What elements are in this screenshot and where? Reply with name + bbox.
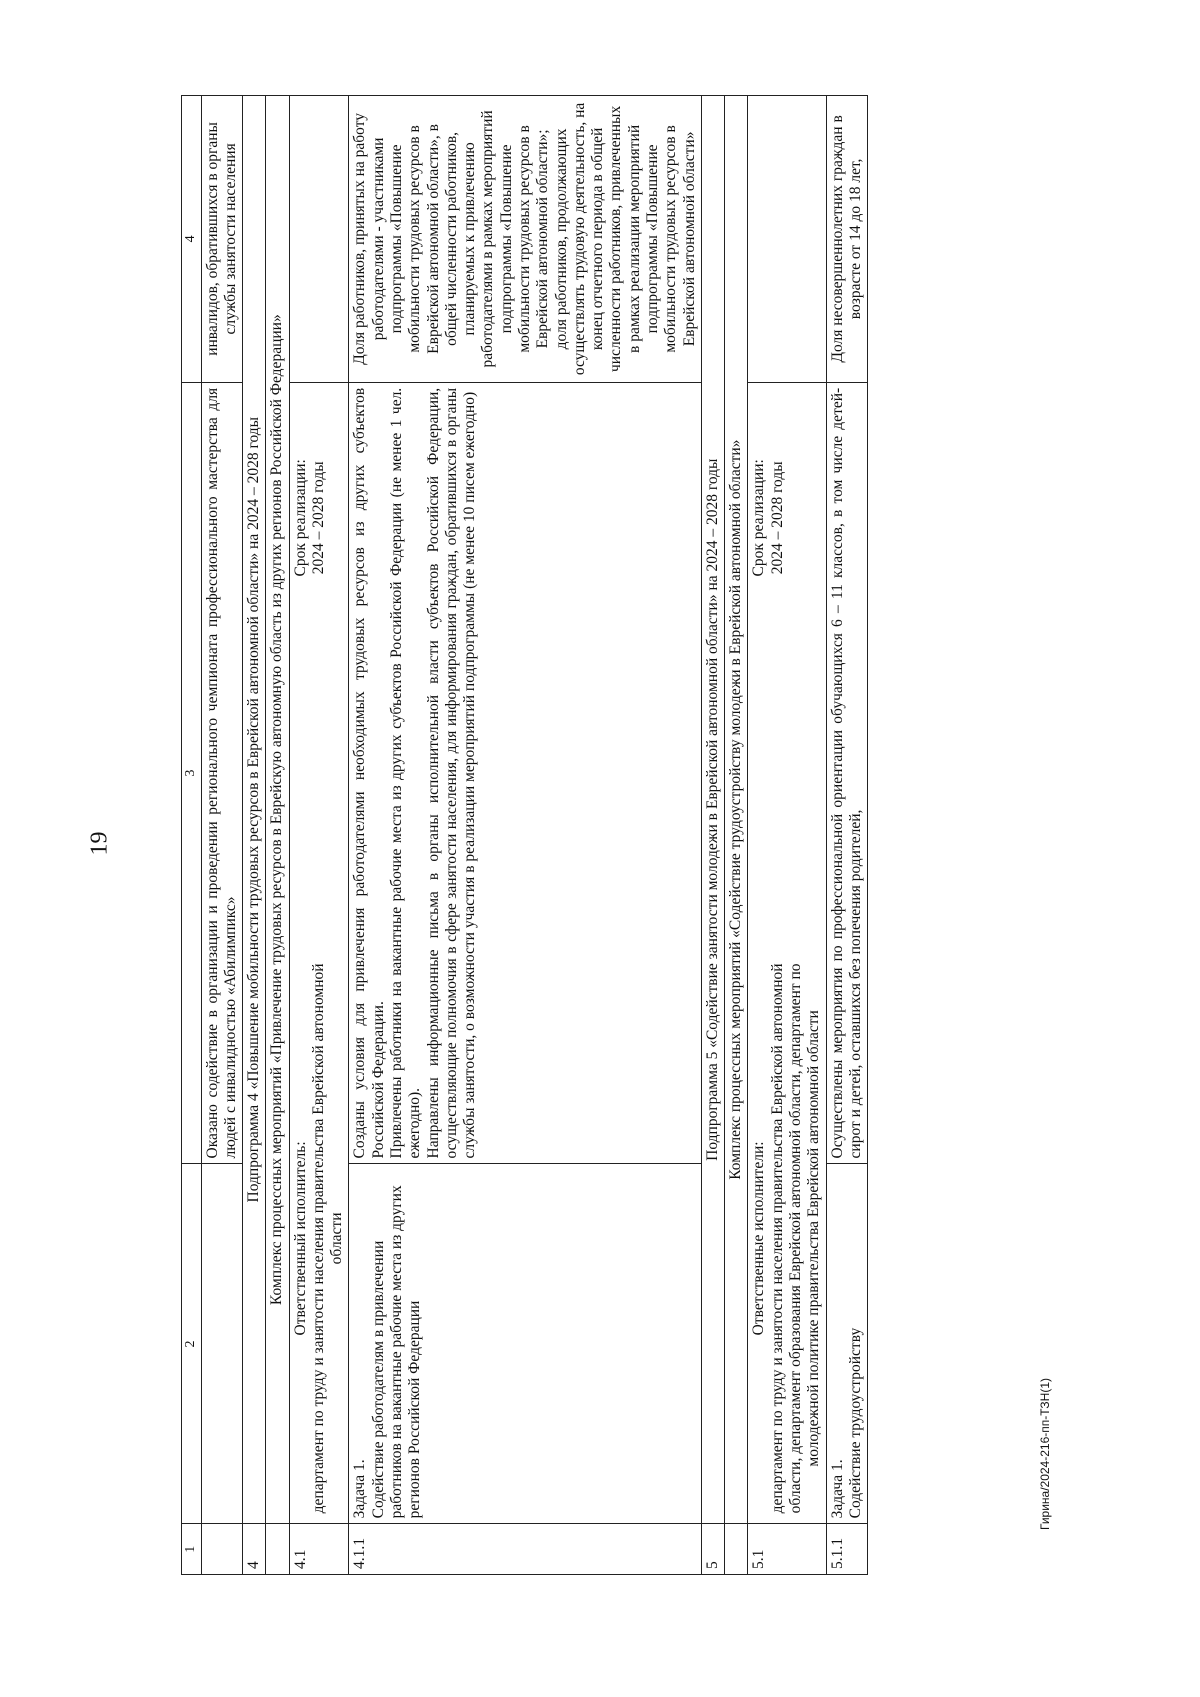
- result-item: Направлены информационные письма в органы исполнительной власти субъектов Российской Федерации, осуществляющие полномочия в сфере занятости населения, для информирования граждан, обратившихся в органы службы занятости, о возможности участия в реализации мероприятий подпрограммы (не менее 10 писем ежегодно): [424, 387, 479, 1159]
- result-item: Привлечены работники на вакантные рабочие места из других субъектов Российской Федерации (не менее 1 чел. ежегодно).: [388, 387, 424, 1159]
- row-number: 4.1: [289, 1524, 349, 1575]
- term-value: 2024 – 2028 годы: [309, 461, 327, 575]
- indicator-item: доля работников, продолжающих осуществлять трудовую деятельность, на конец отчетного периода в общей численности работников, привлеченных в рамках реализации мероприятий подпрограммы «Повышение мобильности трудовых ресурсов в Еврейской автономной области»: [552, 102, 698, 376]
- term-label: Срок реализации:: [291, 459, 309, 577]
- complex-5-row: [725, 96, 748, 1575]
- column-1-header: 1: [182, 1524, 202, 1575]
- complex-5-title: Комплекс процессных мероприятий «Содействие трудоустройству молодежи в Еврейской автономной области»: [725, 96, 748, 1524]
- task-label: Задача 1.: [351, 1459, 369, 1519]
- task-label: Задача 1.: [828, 1459, 846, 1519]
- subprogram-5-row: [701, 96, 724, 1575]
- executor-name: департамент по труду и занятости населения правительства Еврейской автономной области: [309, 963, 346, 1514]
- row-number: 5.1.1: [826, 1524, 868, 1575]
- result-item: Созданы условия для привлечения работодателями необходимых трудовых ресурсов из других субъектов Российской Федерации.: [351, 387, 387, 1159]
- complex-4-title: Комплекс процессных мероприятий «Привлечение трудовых ресурсов в Еврейскую автономную область из других регионов Российской Федерации»: [266, 96, 289, 1524]
- term-value: 2024 – 2028 годы: [768, 461, 786, 575]
- column-numbers-row: [182, 96, 202, 1575]
- page-number: 19: [86, 831, 113, 856]
- subprogram-4-title: Подпрограмма 4 «Повышение мобильности трудовых ресурсов в Еврейской автономной области» на 2024 – 2028 годы: [243, 96, 266, 1524]
- row-number: 5.1: [748, 1524, 826, 1575]
- table-row-abilympics: [201, 96, 243, 1575]
- executor-label: Ответственный исполнитель:: [291, 1141, 309, 1336]
- term-label: Срок реализации:: [750, 459, 768, 577]
- result-item: Осуществлены мероприятия по профессиональной ориентации обучающихся 6 – 11 классов, в том числе детей-сирот и детей, оставшихся без попечения родителей,: [826, 382, 868, 1164]
- table-row-5-1-1: [826, 96, 868, 1575]
- column-4-header: 4: [182, 96, 202, 383]
- subprogram-5-title: Подпрограмма 5 «Содействие занятости молодежи в Еврейской автономной области» на 2024 – 2028 годы: [701, 96, 724, 1524]
- task-text: Содействие работодателям в привлечении работников на вакантные рабочие места из других регионов Российской Федерации: [369, 1185, 424, 1519]
- table-row-5-1: [748, 96, 826, 1575]
- row-number: 5: [701, 1524, 724, 1575]
- subprogram-4-row: [243, 96, 266, 1575]
- result-abilympics: Оказано содействие в организации и проведении регионального чемпионата профессионального мастерства для людей с инвалидностью «Абилимпикс»: [201, 382, 243, 1164]
- executors-names: департамент по труду и занятости населения правительства Еврейской автономной области, департамент образования Еврейской автономной области, департамент по молодежной политике правительства Еврейской автономной области: [768, 963, 823, 1514]
- indicator-abilympics: инвалидов, обратившихся в органы службы занятости населения: [201, 96, 243, 383]
- indicator-item: Доля работников, принятых на работу работодателями - участниками подпрограммы «Повышение мобильности трудовых ресурсов в Еврейской автономной области», в общей численности работников, планируемых к привлечению работодателями в рамках мероприятий подпрограммы «Повышение мобильности трудовых ресурсов в Еврейской автономной области»;: [351, 110, 552, 368]
- indicator-item: Доля несовершеннолетних граждан в возрасте от 14 до 18 лет,: [826, 96, 868, 383]
- column-3-header: 3: [182, 382, 202, 1164]
- document-code: Гирина/2024-216-пп-ТЗН(1): [1038, 1377, 1052, 1530]
- table-row-4-1: [289, 96, 349, 1575]
- column-2-header: 2: [182, 1164, 202, 1524]
- row-number: 4.1.1: [349, 1524, 701, 1575]
- program-table: [181, 95, 868, 1575]
- row-number: 4: [243, 1524, 266, 1575]
- complex-4-row: [266, 96, 289, 1575]
- table-row-4-1-1: [349, 96, 701, 1575]
- rotated-table-container: [181, 95, 1001, 1575]
- task-text: Содействие трудоустройству: [846, 1327, 864, 1519]
- executors-label: Ответственные исполнители:: [750, 1141, 768, 1336]
